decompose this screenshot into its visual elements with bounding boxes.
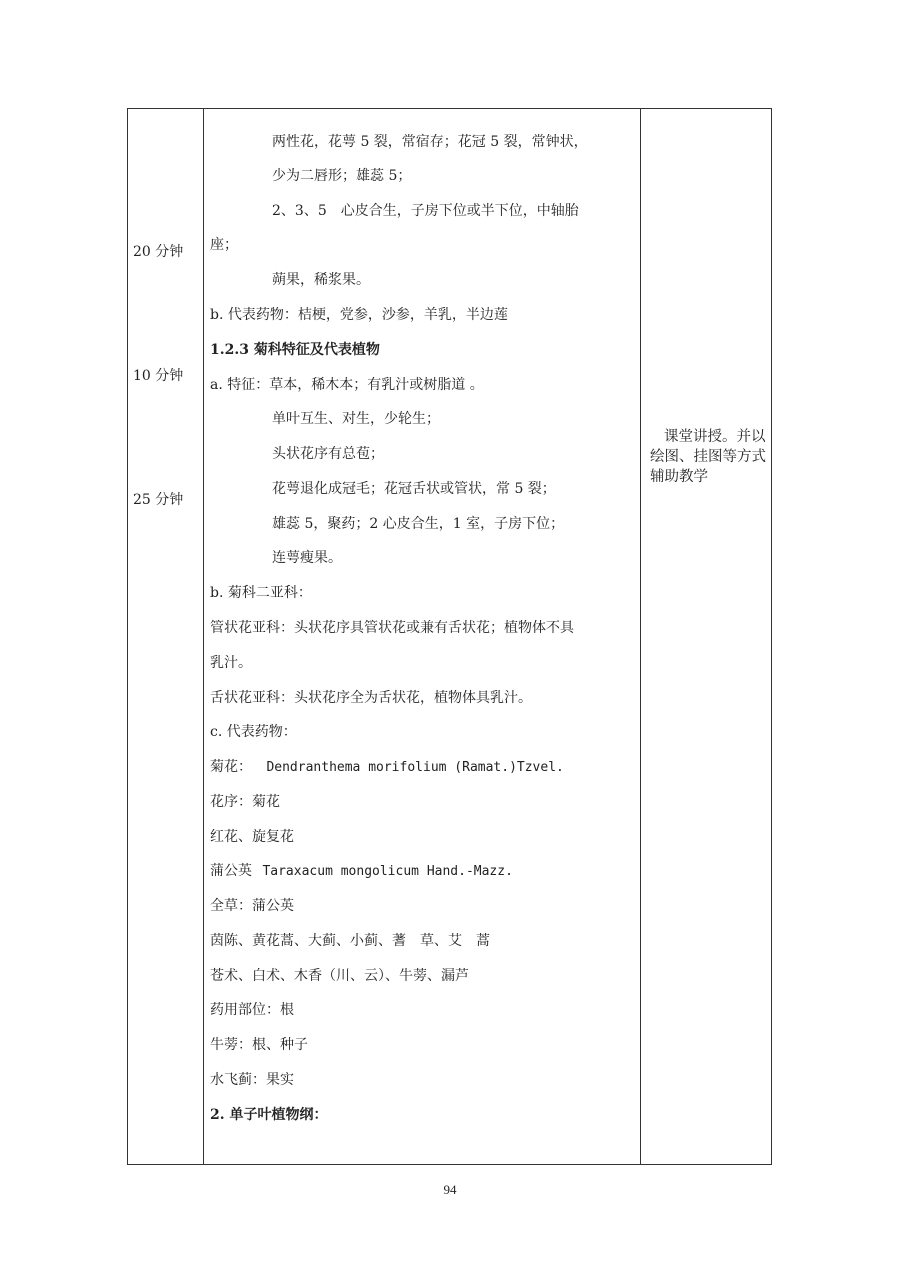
content-line: 花序：菊花 [210, 794, 280, 810]
lesson-table [127, 108, 772, 1165]
content-line: 管状花亚科：头状花序具管状花或兼有舌状花；植物体不具 [210, 620, 574, 636]
content-line: 雄蕊 5，聚药；2 心皮合生，1 室，子房下位； [272, 516, 565, 532]
content-column [203, 109, 640, 1164]
section-heading: 2. 单子叶植物纲： [210, 1107, 328, 1123]
content-line: b. 菊科二亚科： [210, 585, 312, 601]
content-line: 乳汁。 [210, 655, 252, 671]
content-line: 2、3、5 心皮合生，子房下位或半下位，中轴胎 [272, 203, 579, 219]
content-line: 红花、旋复花 [210, 829, 294, 845]
content-line: 苍术、白术、木香（川、云）、牛蒡、漏芦 [210, 968, 469, 984]
latin-name: Taraxacum mongolicum Hand.-Mazz. [262, 864, 513, 879]
content-line: c. 代表药物： [210, 724, 297, 740]
method-column [640, 109, 773, 1164]
content-line: 花萼退化成冠毛；花冠舌状或管状，常 5 裂； [272, 481, 556, 497]
time-column [128, 109, 203, 1164]
time-label: 10 分钟 [133, 368, 184, 384]
content-line [210, 756, 564, 776]
content-line: 药用部位：根 [210, 1002, 294, 1018]
teaching-method: 课堂讲授。并以绘图、挂图等方式辅助教学 [650, 429, 766, 485]
content-line [210, 860, 513, 880]
content-line: 少为二唇形；雄蕊 5； [272, 168, 412, 184]
content-line: 茵陈、黄花蒿、大蓟、小蓟、蓍 草、艾 蒿 [210, 933, 490, 949]
content-line: 蒴果，稀浆果。 [272, 272, 370, 288]
content-line: 水飞蓟：果实 [210, 1072, 294, 1088]
latin-name: Dendranthema morifolium (Ramat.)Tzvel. [266, 760, 564, 775]
page-number: 94 [443, 1182, 457, 1197]
content-line: 牛蒡：根、种子 [210, 1037, 308, 1053]
content-line: 全草：蒲公英 [210, 898, 294, 914]
plant-name: 菊花： [210, 759, 252, 775]
section-heading: 1.2.3 菊科特征及代表植物 [210, 342, 380, 358]
content-line: 连萼瘦果。 [272, 550, 342, 566]
content-line: 座； [210, 237, 238, 253]
content-line: 单叶互生、对生，少轮生； [272, 411, 440, 427]
content-line: b. 代表药物：桔梗，党参，沙参，羊乳，半边莲 [210, 307, 508, 323]
content-line: 头状花序有总苞； [272, 446, 384, 462]
content-line: 两性花，花萼 5 裂，常宿存；花冠 5 裂，常钟状， [272, 134, 588, 150]
content-line: 舌状花亚科：头状花序全为舌状花，植物体具乳汁。 [210, 690, 532, 706]
plant-name: 蒲公英 [210, 863, 252, 879]
time-label: 25 分钟 [133, 492, 184, 508]
content-line: a. 特征：草本，稀木本；有乳汁或树脂道 。 [210, 377, 484, 393]
time-label: 20 分钟 [133, 244, 184, 260]
